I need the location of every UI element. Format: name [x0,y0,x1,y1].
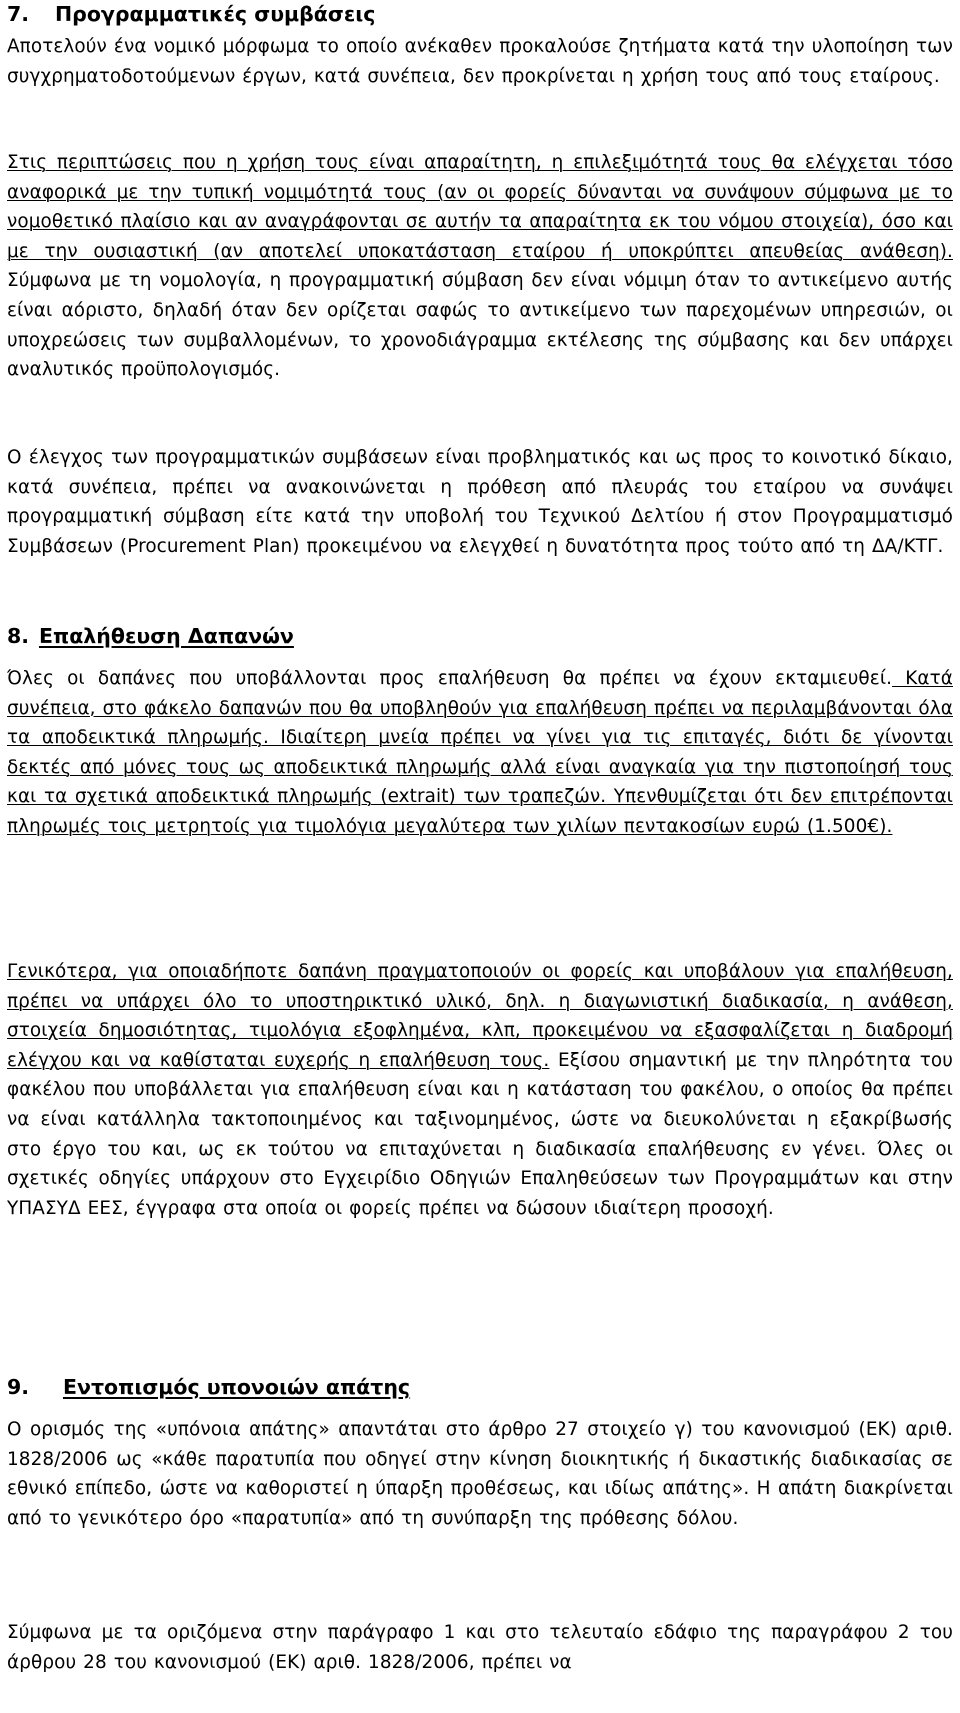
section-9-number: 9. [7,1375,30,1399]
section-8-paragraph-2-b: Εξίσου σημαντική με την πληρότητα του φακέλου που υποβάλλεται για επαλήθευση είναι και η κατάσταση του φακέλου, ο οποίος θα πρέπει να είναι κατάλληλα τακτοποιημένος και ταξινομημένος, ώστε να διευκολύνεται η εξακρίβωσής στο έργο του και, ως εκ τούτου να επιταχύνεται η διαδικασία επαλήθευσης εν γένει. [7,1049,953,1160]
section-8-heading [7,622,294,650]
section-8-paragraph-1-b: Κατά συνέπεια, στο φάκελο δαπανών που θα υποβληθούν για επαλήθευση πρέπει να περιλαμβάνονται όλα τα αποδεικτικά πληρωμής. [7,668,953,749]
section-8-paragraph-2-a: Γενικότερα, για οποιαδήποτε δαπάνη πραγματοποιούν οι φορείς και υποβάλουν για επαλήθευση, πρέπει να υπάρχει όλο το υποστηρικτικό υλικό, δηλ. η διαγωνιστική διαδικασία, η ανάθεση, στοιχεία δημοσιότητας, τιμολόγια εξοφλημένα, κλπ, προκειμένου να εξασφαλίζεται η διαδρομή ελέγχου και να καθίσταται ευχερής η επαλήθευση τους. [7,961,953,1071]
section-8-title: Επαλήθευση Δαπανών [39,624,294,648]
section-8-paragraph-1 [7,664,953,842]
section-9-paragraph-2: Σύμφωνα με τα οριζόμενα στην παράγραφο 1 και στο τελευταίο εδάφιο της παραγράφου 2 του άρθρου 28 του κανονισμού (ΕΚ) αριθ. 1828/2006, πρέπει να [7,1622,953,1673]
section-7-title: Προγραμματικές συμβάσεις [55,2,376,26]
section-8-paragraph-2 [7,957,953,1223]
section-8-paragraph-2-c: Όλες οι σχετικές οδηγίες υπάρχουν στο Εγχειρίδιο Οδηγιών Επαληθεύσεων των Προγραμμάτων και στην ΥΠΑΣΥΔ ΕΕΣ, έγγραφα στα οποία οι φορείς πρέπει να δώσουν ιδιαίτερη προσοχή. [7,1138,953,1219]
section-7-number: 7. [7,2,30,26]
section-7 [7,0,953,28]
section-8-paragraph-1-c: Ιδιαίτερη μνεία πρέπει να γίνει για τις επιταγές, διότι δε γίνονται δεκτές από μόνες τους ως αποδεικτικά πληρωμής αλλά είναι αναγκαία για την πιστοποίησή τους και τα σχετικά αποδεικτικά πληρωμής (extrait) των τραπεζών. [7,727,953,808]
section-7-paragraph-2 [7,148,953,385]
section-8-paragraph-1-a: Όλες οι δαπάνες που υποβάλλονται προς επαλήθευση θα πρέπει να έχουν εκταμιευθεί. [7,668,893,689]
section-8-paragraph-1-d: Υπενθυμίζεται ότι δεν επιτρέπονται πληρωμές τοις μετρητοίς για τιμολόγια μεγαλύτερα των χιλίων πεντακοσίων ευρώ (1.500€). [7,786,953,837]
section-9-paragraph-1: Ο ορισμός της «υπόνοια απάτης» απαντάται στο άρθρο 27 στοιχείο γ) του κανονισμού (ΕΚ) αριθ. 1828/2006 ως «κάθε παρατυπία που οδηγεί στην κίνηση διοικητικής ή δικαστικής διαδικασίας σε εθνικό επίπεδο, ώστε να καθοριστεί η ύπαρξη προθέσεως, και ιδίως απάτης». Η απάτη διακρίνεται από το γενικότερο όρο «παρατυπία» από τη συνύπαρξη της πρόθεσης δόλου. [7,1419,953,1529]
section-7-paragraph-2-rest: Σύμφωνα με τη νομολογία, η προγραμματική σύμβαση δεν είναι νόμιμη όταν το αντικείμενο αυτής είναι αόριστο, δηλαδή όταν δεν ορίζεται σαφώς το αντικείμενο των παρεχομένων υπηρεσιών, οι υποχρεώσεις των συμβαλλομένων, το χρονοδιάγραμμα εκτέλεσης της σύμβασης και δεν υπάρχει αναλυτικός προϋπολογισμός. [7,270,953,381]
section-8-number: 8. [7,624,30,648]
section-9-title: Εντοπισμός υπονοιών απάτης [63,1375,411,1399]
section-7-paragraph-2-underlined: Στις περιπτώσεις που η χρήση τους είναι απαραίτητη, η επιλεξιμότητά τους θα ελέγχεται τόσο αναφορικά με την τυπική νομιμότητά τους (αν οι φορείς δύνανται να συνάψουν σύμφωνα με το νομοθετικό πλαίσιο και αν αναγράφονται σε αυτήν τα απαραίτητα εκ του νόμου στοιχεία), όσο και με την ουσιαστική (αν αποτελεί υποκατάσταση εταίρου ή υποκρύπτει απευθείας ανάθεση). [7,152,953,262]
section-7-paragraph-1: Αποτελούν ένα νομικό μόρφωμα το οποίο ανέκαθεν προκαλούσε ζητήματα κατά την υλοποίηση των συγχρηματοδοτούμενων έργων, κατά συνέπεια, δεν προκρίνεται η χρήση τους από τους εταίρους. [7,36,953,87]
section-7-paragraph-3: Ο έλεγχος των προγραμματικών συμβάσεων είναι προβληματικός και ως προς το κοινοτικό δίκαιο, κατά συνέπεια, πρέπει να ανακοινώνεται η πρόθεση από πλευράς του εταίρου να συνάψει προγραμματική σύμβαση είτε κατά την υποβολή του Τεχνικού Δελτίου ή στον Προγραμματισμό Συμβάσεων (Procurement Plan) προκειμένου να ελεγχθεί η δυνατότητα προς τούτο από τη ΔΑ/ΚΤΓ. [7,447,953,557]
section-9-heading [7,1373,410,1401]
section-7-heading [7,0,953,28]
